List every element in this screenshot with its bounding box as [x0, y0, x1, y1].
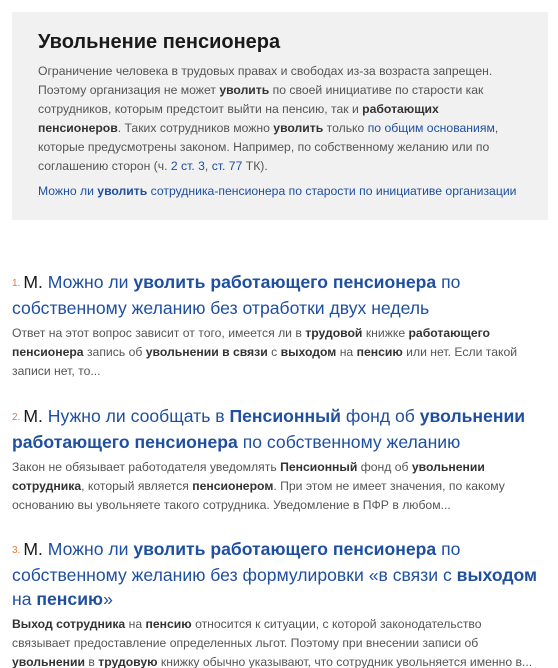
- text-run: ,: [204, 159, 212, 173]
- text-run: с: [267, 345, 281, 359]
- text-run: , которые предусмотрены законом. Например, по собственному желанию или по соглашению сторон (ч.: [38, 121, 499, 173]
- text-run: Можно ли: [42, 539, 134, 559]
- result-snippet: [12, 458, 542, 515]
- highlighted-term: трудовую: [98, 655, 158, 668]
- info-box-link[interactable]: [38, 182, 522, 201]
- highlighted-term: пенсионером: [192, 479, 274, 493]
- highlighted-term: уволить работающего пенсионера: [133, 272, 437, 292]
- inline-link[interactable]: по общим основаниям: [367, 121, 495, 135]
- text-run: . При этом не имеет значения, по какому основанию вы увольняете такого сотрудника. Уведомление в ПФР в любом...: [12, 479, 505, 512]
- text-run: на: [125, 617, 146, 631]
- text-run: по собственному желанию: [237, 432, 461, 452]
- search-result-2: [12, 404, 542, 515]
- text-run: на: [336, 345, 357, 359]
- info-box: [12, 12, 548, 220]
- result-title: [12, 272, 460, 318]
- highlighted-term: уволить: [219, 83, 270, 97]
- text-run: Ограничение человека в трудовых правах и свободах из-за возраста запрещен. Поэтому организация не может: [38, 64, 493, 97]
- result-title-link[interactable]: [12, 537, 542, 611]
- highlighted-term: работающих пенсионеров: [38, 102, 439, 135]
- highlighted-term: уволить: [97, 184, 148, 198]
- text-run: книжку обычно указывают, что сотрудник увольняется именно в...: [157, 655, 533, 668]
- highlighted-term: уволить работающего пенсионера: [133, 539, 437, 559]
- text-run: фонд об: [357, 460, 412, 474]
- search-result-3: [12, 537, 542, 668]
- highlighted-term: выходом: [456, 565, 538, 585]
- result-number: 3.: [12, 545, 21, 556]
- text-run: Можно ли: [42, 272, 134, 292]
- text-run: ТК).: [242, 159, 268, 173]
- text-run: в: [84, 655, 99, 668]
- result-source-letter: М.: [23, 539, 43, 559]
- result-title-link[interactable]: [12, 404, 542, 454]
- highlighted-term: увольнении сотрудника: [12, 460, 485, 493]
- text-run: Нужно ли сообщать в: [42, 406, 230, 426]
- text-run: относится к ситуации, с которой законодательство связывает предоставление определенных льгот. Поэтому при внесении записи об: [12, 617, 482, 650]
- text-run: по собственному желанию без отработки двух недель: [12, 272, 461, 318]
- text-run: , который является: [81, 479, 193, 493]
- result-title: [12, 406, 525, 452]
- info-box-text: [38, 62, 522, 176]
- highlighted-term: увольнении в связи: [145, 345, 268, 359]
- text-run: Можно ли: [38, 184, 98, 198]
- text-run: по собственному желанию без формулировки «в связи с: [12, 539, 461, 585]
- highlighted-term: трудовой: [305, 326, 363, 340]
- inline-link[interactable]: 2 ст. 3: [170, 159, 205, 173]
- highlighted-term: Пенсионный: [280, 460, 358, 474]
- text-run: книжке: [362, 326, 409, 340]
- text-run: сотрудника-пенсионера по старости по инициативе организации: [147, 184, 517, 198]
- highlighted-term: работающего пенсионера: [12, 326, 490, 359]
- highlighted-term: Пенсионный: [229, 406, 341, 426]
- info-box-title: Увольнение пенсионера: [38, 31, 281, 53]
- result-snippet: [12, 615, 542, 668]
- inline-link[interactable]: ст. 77: [211, 159, 243, 173]
- text-run: или нет. Если такой записи нет, то...: [12, 345, 518, 378]
- result-source-letter: М.: [23, 406, 43, 426]
- text-run: Ответ на этот вопрос зависит от того, имеется ли в: [12, 326, 306, 340]
- highlighted-term: пенсию: [36, 589, 104, 609]
- text-run: запись об: [83, 345, 146, 359]
- text-run: Закон не обязывает работодателя уведомлять: [12, 460, 281, 474]
- result-snippet: [12, 324, 542, 381]
- result-source-letter: М.: [23, 272, 43, 292]
- result-number: 1.: [12, 278, 21, 289]
- result-title: [12, 539, 537, 609]
- highlighted-term: увольнении: [12, 655, 85, 668]
- text-run: . Таких сотрудников можно: [117, 121, 274, 135]
- result-number: 2.: [12, 412, 21, 423]
- highlighted-term: уволить: [273, 121, 324, 135]
- highlighted-term: пенсию: [356, 345, 403, 359]
- text-run: только: [323, 121, 368, 135]
- search-result-1: [12, 270, 542, 381]
- highlighted-term: выходом: [280, 345, 337, 359]
- highlighted-term: увольнении работающего пенсионера: [12, 406, 526, 452]
- text-run: фонд об: [340, 406, 420, 426]
- text-run: по своей инициативе по старости как сотрудников, которым предстоит выйти на пенсию, так и: [38, 83, 484, 116]
- result-title-link[interactable]: [12, 270, 542, 320]
- text-run: на: [12, 589, 37, 609]
- text-run: »: [103, 589, 113, 609]
- highlighted-term: Выход сотрудника: [12, 617, 126, 631]
- highlighted-term: пенсию: [145, 617, 192, 631]
